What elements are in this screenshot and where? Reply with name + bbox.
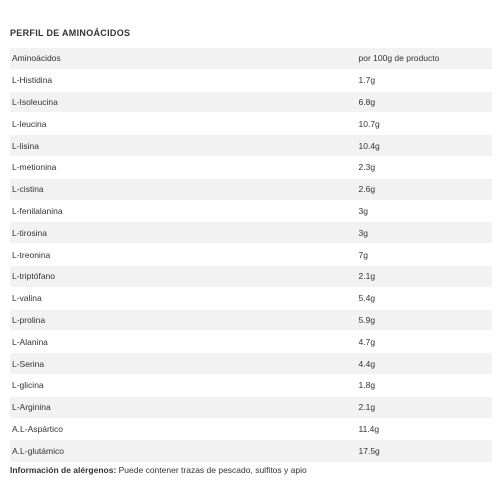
table-row — [10, 265, 492, 287]
table-row — [10, 331, 492, 353]
amino-acid-value: 3g — [357, 222, 493, 244]
amino-acid-table-body — [10, 48, 492, 462]
amino-acid-value: 2.6g — [357, 178, 493, 200]
amino-acid-value: 10.4g — [357, 135, 493, 157]
table-header-row — [10, 48, 492, 70]
table-row — [10, 91, 492, 113]
amino-acid-name: L-Serina — [10, 353, 357, 375]
amino-acid-value: 17.5g — [357, 440, 493, 462]
table-row — [10, 374, 492, 396]
amino-acid-value: 10.7g — [357, 113, 493, 135]
table-row — [10, 200, 492, 222]
table-row — [10, 244, 492, 266]
table-row — [10, 418, 492, 440]
table-row — [10, 222, 492, 244]
amino-acid-name: L-lisina — [10, 135, 357, 157]
amino-acid-value: 3g — [357, 200, 493, 222]
amino-acid-name: L-fenilalanina — [10, 200, 357, 222]
allergen-label: Información de alérgenos: — [10, 464, 117, 475]
amino-acid-name: L-prolina — [10, 309, 357, 331]
section-title: PERFIL DE AMINOÁCIDOS — [10, 28, 131, 38]
amino-acid-name: L-metionina — [10, 156, 357, 178]
amino-acid-value: 5.4g — [357, 287, 493, 309]
amino-acid-name: L-treonina — [10, 244, 357, 266]
amino-acid-value: 11.4g — [357, 418, 493, 440]
column-header-amino-acid: Aminoácidos — [10, 48, 357, 70]
amino-acid-name: L-Arginina — [10, 396, 357, 418]
amino-acid-name: L-tirosina — [10, 222, 357, 244]
table-row — [10, 178, 492, 200]
amino-acid-name: L-leucina — [10, 113, 357, 135]
allergen-info — [10, 465, 492, 475]
amino-acid-name: L-glicina — [10, 374, 357, 396]
table-row — [10, 440, 492, 462]
amino-acid-name: A.L-glutámico — [10, 440, 357, 462]
amino-acid-value: 2.1g — [357, 396, 493, 418]
amino-acid-name: L-valina — [10, 287, 357, 309]
table-row — [10, 309, 492, 331]
amino-acid-name: L-Histidina — [10, 69, 357, 91]
table-row — [10, 135, 492, 157]
amino-acid-table — [10, 47, 492, 462]
table-row — [10, 287, 492, 309]
column-header-per-100g: por 100g de producto — [357, 48, 493, 70]
amino-acid-value: 5.9g — [357, 309, 493, 331]
amino-acid-name: L-cistina — [10, 178, 357, 200]
amino-acid-value: 4.7g — [357, 331, 493, 353]
amino-acid-profile — [10, 25, 492, 475]
amino-acid-value: 6.8g — [357, 91, 493, 113]
amino-acid-name: L-triptófano — [10, 265, 357, 287]
amino-acid-name: A.L-Aspártico — [10, 418, 357, 440]
amino-acid-value: 1.8g — [357, 374, 493, 396]
table-row — [10, 353, 492, 375]
table-row — [10, 156, 492, 178]
amino-acid-value: 2.3g — [357, 156, 493, 178]
amino-acid-value: 2.1g — [357, 265, 493, 287]
table-row — [10, 113, 492, 135]
amino-acid-value: 7g — [357, 244, 493, 266]
amino-acid-value: 4.4g — [357, 353, 493, 375]
table-row — [10, 396, 492, 418]
amino-acid-value: 1.7g — [357, 69, 493, 91]
amino-acid-name: L-Alanina — [10, 331, 357, 353]
table-row — [10, 69, 492, 91]
amino-acid-name: L-Isoleucina — [10, 91, 357, 113]
allergen-text: Puede contener trazas de pescado, sulfitos y apio — [116, 464, 307, 475]
